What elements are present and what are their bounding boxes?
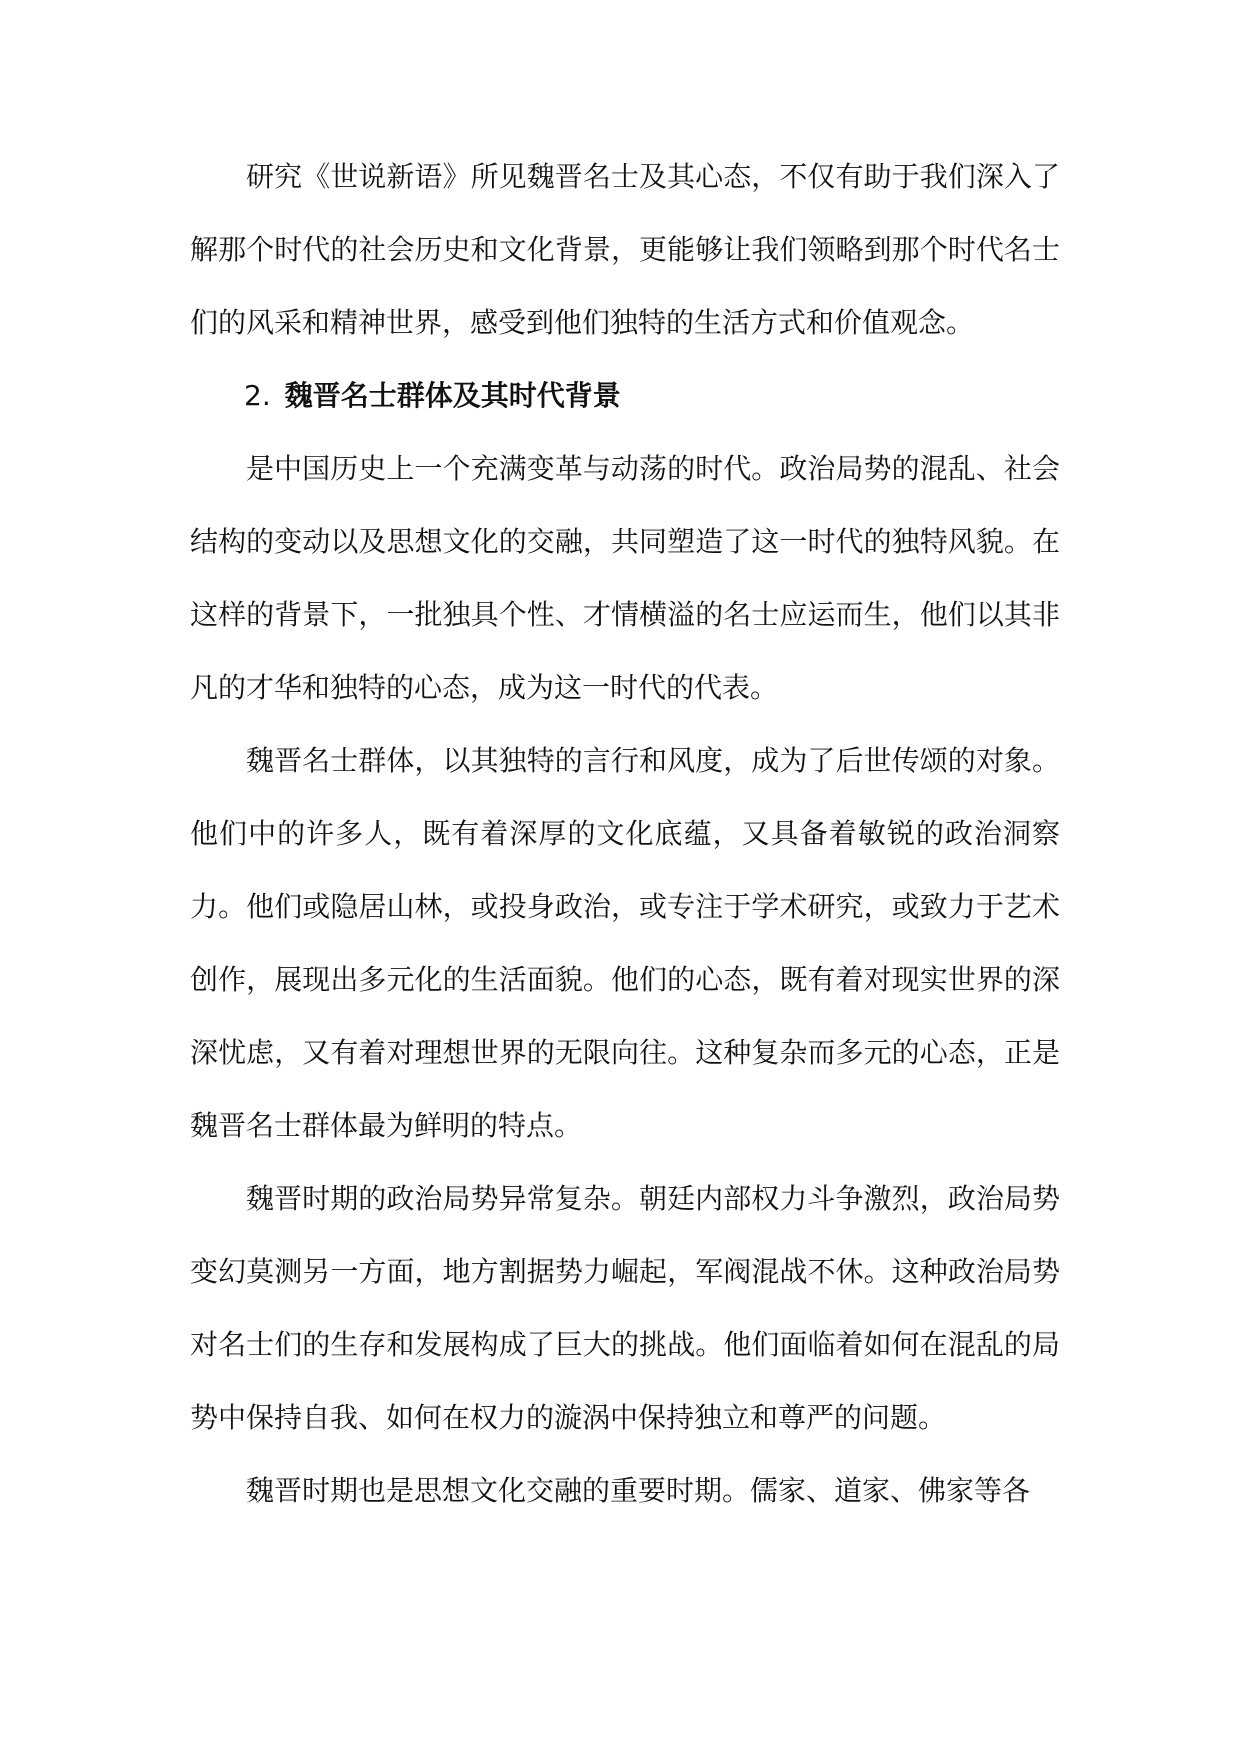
- body-paragraph-2: 魏晋名士群体，以其独特的言行和风度，成为了后世传颂的对象。他们中的许多人，既有着深厚的文化底蕴，又具备着敏锐的政治洞察力。他们或隐居山林，或投身政治，或专注于学术研究，或致力于艺术创作，展现出多元化的生活面貌。他们的心态，既有着对现实世界的深深忧虑，又有着对理想世界的无限向往。这种复杂而多元的心态，正是魏晋名士群体最为鲜明的特点。: [190, 744, 1060, 1142]
- section-number: 2.: [244, 379, 271, 412]
- section-heading: [190, 359, 1060, 432]
- body-paragraph-3: 魏晋时期的政治局势异常复杂。朝廷内部权力斗争激烈，政治局势变幻莫测另一方面，地方割据势力崛起，军阀混战不休。这种政治局势对名士们的生存和发展构成了巨大的挑战。他们面临着如何在混乱的局势中保持自我、如何在权力的漩涡中保持独立和尊严的问题。: [190, 1182, 1060, 1434]
- document-body: [190, 140, 1060, 1527]
- section-title: 魏晋名士群体及其时代背景: [284, 379, 621, 412]
- body-paragraph-4: 魏晋时期也是思想文化交融的重要时期。儒家、道家、佛家等各: [246, 1474, 1031, 1507]
- body-paragraph-1: 是中国历史上一个充满变革与动荡的时代。政治局势的混乱、社会结构的变动以及思想文化的交融，共同塑造了这一时代的独特风貌。在这样的背景下，一批独具个性、才情横溢的名士应运而生，他们以其非凡的才华和独特的心态，成为这一时代的代表。: [190, 452, 1060, 704]
- intro-paragraph: 研究《世说新语》所见魏晋名士及其心态，不仅有助于我们深入了解那个时代的社会历史和文化背景，更能够让我们领略到那个时代名士们的风采和精神世界，感受到他们独特的生活方式和价值观念。: [190, 160, 1060, 339]
